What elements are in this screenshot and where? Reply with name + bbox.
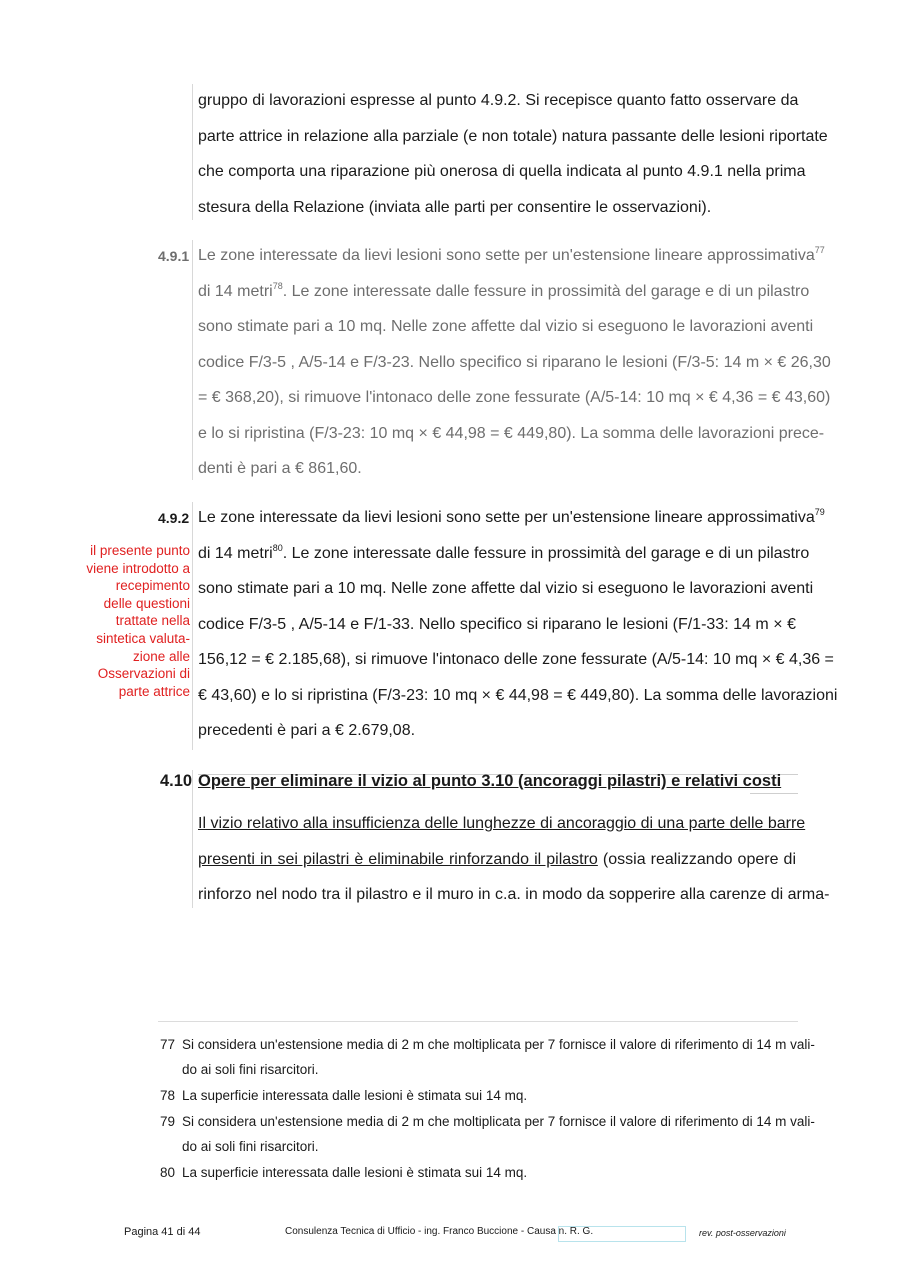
text-line: rinforzo nel nodo tra il pilastro e il muro in c.a. in modo da sopperire alla carenze di arma- bbox=[198, 886, 830, 903]
note-line: Osservazioni di bbox=[97, 666, 190, 682]
text-line: precedenti è pari a € 2.679,08. bbox=[198, 722, 416, 739]
section-number-4-9-1: 4.9.1 bbox=[158, 248, 190, 264]
heading-rule-bottom bbox=[750, 793, 798, 794]
revision-label: rev. post-osservazioni bbox=[699, 1228, 786, 1238]
footnote-number: 78 bbox=[160, 1088, 176, 1103]
footnote-line bbox=[160, 1109, 815, 1134]
footnote-ref[interactable]: 79 bbox=[814, 507, 825, 517]
section-4-10-title: Opere per eliminare il vizio al punto 3.10 (ancoraggi pilastri) e relativi costi bbox=[198, 772, 782, 790]
text-line: gruppo di lavorazioni espresse al punto 4.9.2. Si recepisce quanto fatto osservare da bbox=[198, 92, 799, 109]
text: di 14 metri bbox=[198, 282, 273, 300]
footer-case-number-box bbox=[558, 1226, 686, 1242]
text-line: sono stimate pari a 10 mq. Nelle zone affette dal vizio si eseguono le lavorazioni aventi bbox=[198, 580, 814, 597]
footnote-line: do ai soli fini risarcitori. bbox=[182, 1062, 319, 1077]
footnote bbox=[160, 1083, 798, 1108]
note-line: parte attrice bbox=[118, 683, 190, 699]
footnote-line bbox=[160, 1032, 815, 1057]
revision-bar bbox=[192, 84, 193, 220]
footnote-text: La superficie interessata dalle lesioni è stimata sui 14 mq. bbox=[182, 1088, 528, 1103]
footnote bbox=[160, 1160, 798, 1185]
revision-bar bbox=[192, 240, 193, 480]
note-line: viene introdotto a bbox=[86, 560, 190, 576]
text-line bbox=[198, 536, 810, 572]
footnote-number: 80 bbox=[160, 1165, 176, 1180]
text-line: parte attrice in relazione alla parziale (e non totale) natura passante delle lesioni riportate bbox=[198, 127, 828, 145]
note-line: il presente punto bbox=[90, 543, 190, 558]
note-line: sintetica valuta- bbox=[96, 630, 190, 646]
intro-paragraph bbox=[198, 83, 828, 225]
text-line: e lo si ripristina (F/3-23: 10 mq × € 44,98 = € 449,80). La somma delle lavorazioni prece- bbox=[198, 424, 825, 442]
text-line: = € 368,20), si rimuove l'intonaco delle zone fessurate (A/5-14: 10 mq × € 4,36 = € 43,60) bbox=[198, 389, 831, 406]
footnote-text: La superficie interessata dalle lesioni è stimata sui 14 mq. bbox=[182, 1165, 528, 1180]
section-number-4-10: 4.10 bbox=[160, 772, 193, 790]
text: Le zone interessate da lievi lesioni sono sette per un'estensione lineare approssimativa bbox=[198, 509, 815, 526]
footnote-ref[interactable]: 80 bbox=[272, 542, 283, 553]
text: Le zone interessate da lievi lesioni sono sette per un'estensione lineare approssimativa bbox=[198, 247, 815, 264]
footnote-number: 79 bbox=[160, 1114, 176, 1129]
footnote-ref[interactable]: 78 bbox=[272, 280, 283, 291]
footnote bbox=[160, 1109, 815, 1159]
footnote-text: Si considera un'estensione media di 2 m che moltiplicata per 7 fornisce il valore di riferimento di 14 m vali- bbox=[182, 1037, 815, 1052]
footnote bbox=[160, 1032, 815, 1082]
text-line: sono stimate pari a 10 mq. Nelle zone affette dal vizio si eseguono le lavorazioni aventi bbox=[198, 318, 814, 335]
text-line: 156,12 = € 2.185,68), si rimuove l'intonaco delle zone fessurate (A/5-14: 10 mq × € 4,36 = bbox=[198, 651, 834, 668]
footnote-line bbox=[160, 1160, 798, 1185]
section-4-9-1-body bbox=[198, 238, 831, 487]
text-line: denti è pari a € 861,60. bbox=[198, 460, 362, 477]
text: presenti in sei pilastri è eliminabile rinforzando il pilastro bbox=[198, 850, 598, 868]
section-number-4-9-2: 4.9.2 bbox=[158, 510, 190, 526]
text-line: Il vizio relativo alla insufficienza delle lunghezze di ancoraggio di una parte delle barre bbox=[198, 815, 806, 832]
footnote-separator bbox=[158, 1021, 798, 1022]
text: . Le zone interessate dalle fessure in prossimità del garage e di un pilastro bbox=[282, 544, 810, 562]
footnote-text: Si considera un'estensione media di 2 m che moltiplicata per 7 fornisce il valore di riferimento di 14 m vali- bbox=[182, 1114, 815, 1129]
text: (ossia realizzando opere di bbox=[597, 850, 796, 868]
margin-note bbox=[70, 542, 190, 700]
text: di 14 metri bbox=[198, 544, 273, 562]
revision-bar bbox=[192, 502, 193, 750]
text-line bbox=[198, 238, 825, 274]
page-number: Pagina 41 di 44 bbox=[124, 1226, 201, 1238]
text-line bbox=[198, 500, 825, 536]
section-4-10-body bbox=[198, 806, 830, 913]
text-line: che comporta una riparazione più onerosa di quella indicata al punto 4.9.1 nella prima bbox=[198, 163, 806, 180]
note-line: zione alle bbox=[132, 648, 190, 664]
text-line: codice F/3-5 , A/5-14 e F/3-23. Nello specifico si riparano le lesioni (F/3-5: 14 m × € 26,30 bbox=[198, 353, 831, 371]
revision-bar bbox=[192, 770, 193, 908]
note-line: delle questioni bbox=[103, 595, 190, 611]
note-line: trattate nella bbox=[115, 613, 190, 629]
footnote-line: do ai soli fini risarcitori. bbox=[182, 1139, 319, 1154]
footnote-line bbox=[160, 1083, 798, 1108]
footnote-number: 77 bbox=[160, 1037, 176, 1052]
text: . Le zone interessate dalle fessure in prossimità del garage e di un pilastro bbox=[282, 282, 810, 300]
text-line bbox=[198, 274, 810, 310]
footnote-ref[interactable]: 77 bbox=[814, 245, 825, 255]
text-line: stesura della Relazione (inviata alle parti per consentire le osservazioni). bbox=[198, 198, 712, 216]
text-line: € 43,60) e lo si ripristina (F/3-23: 10 mq × € 44,98 = € 449,80). La somma delle lavorazioni bbox=[198, 686, 838, 704]
footer-center: Consulenza Tecnica di Ufficio - ing. Franco Buccione - Causa n. R. G. bbox=[285, 1226, 594, 1237]
section-4-9-2-body bbox=[198, 500, 838, 749]
text-line: codice F/3-5 , A/5-14 e F/1-33. Nello specifico si riparano le lesioni (F/1-33: 14 m × € bbox=[198, 615, 796, 633]
text-line bbox=[198, 842, 796, 878]
note-line: recepimento bbox=[115, 578, 190, 594]
